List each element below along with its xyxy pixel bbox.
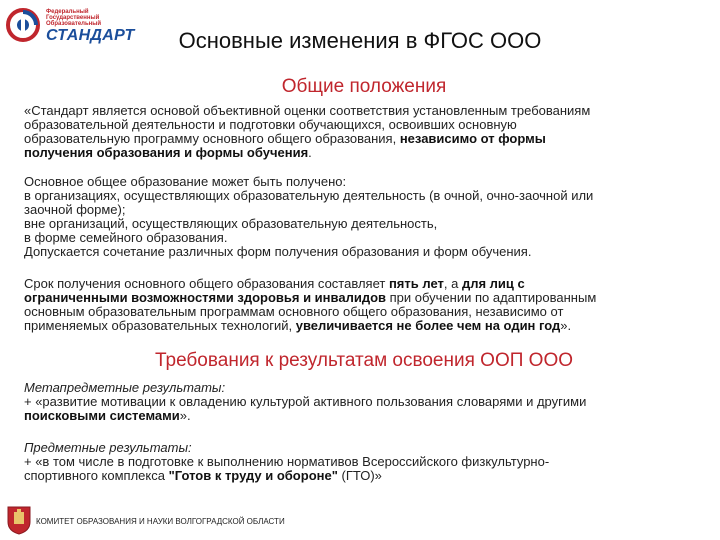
paragraph-metasubject-results: [24, 381, 704, 423]
paragraph-subject-results: [24, 441, 704, 483]
italic-label: Метапредметные результаты:: [24, 380, 226, 395]
text-line: заочной форме);: [24, 202, 126, 217]
text-line: + «в том числе в подготовке к выполнению нормативов Всероссийского физкультурно-: [24, 454, 550, 469]
bold-text: независимо от формы: [399, 131, 546, 146]
text-run: ».: [179, 408, 191, 423]
text-line: Основное общее образование может быть получено:: [24, 174, 347, 189]
text-run: .: [308, 145, 312, 160]
text-line: [24, 291, 704, 305]
text-line: [24, 409, 704, 423]
text-line: [24, 277, 704, 291]
page-title: Основные изменения в ФГОС ООО: [178, 28, 542, 53]
text-run: спортивного комплекса: [24, 468, 169, 483]
text-run: при обучении по адаптированным: [386, 290, 597, 305]
text-line: в организациях, осуществляющих образовательную деятельность (в очной, очно-заочной или: [24, 188, 594, 203]
bold-text: ограниченными возможностями здоровья и инвалидов: [24, 290, 387, 305]
text-line: [24, 381, 704, 395]
text-run: (ГТО)»: [337, 468, 382, 483]
paragraph-education-forms: [24, 175, 704, 259]
logo-small-text: [46, 9, 101, 27]
bold-text: для лиц с: [461, 276, 525, 291]
text-line: [24, 469, 704, 483]
text-line: [24, 319, 704, 333]
fgos-emblem-icon: [6, 8, 40, 42]
text-line: «Стандарт является основой объективной оценки соответствия установленным требованиям: [24, 103, 591, 118]
text-run: образовательную программу основного общего образования,: [24, 131, 400, 146]
section-heading-general: Общие положения: [281, 76, 447, 97]
text-run: Срок получения основного общего образования составляет: [24, 276, 389, 291]
logo-line-3: Образовательный: [46, 21, 102, 27]
section-heading-requirements: Требования к результатам освоения ООП ООО: [154, 350, 574, 371]
text-run: , а: [443, 276, 462, 291]
logo-line-2: Государственный: [46, 15, 100, 21]
logo-line-1: Федеральный: [46, 9, 89, 15]
bold-text: поисковыми системами: [24, 408, 180, 423]
text-run: ».: [560, 318, 572, 333]
text-line: образовательной деятельности и подготовки обучающихся, освоивших основную: [24, 117, 517, 132]
text-line: в форме семейного образования.: [24, 230, 228, 245]
text-line: Допускается сочетание различных форм получения образования и форм обучения.: [24, 244, 532, 259]
text-line: [24, 146, 704, 160]
italic-label: Предметные результаты:: [24, 440, 192, 455]
footer: [6, 505, 406, 535]
bold-text: "Готов к труду и обороне": [168, 468, 338, 483]
bold-text: увеличивается не более чем на один год: [295, 318, 561, 333]
paragraph-standard-basis: [24, 104, 704, 160]
text-line: вне организаций, осуществляющих образовательную деятельность,: [24, 216, 438, 231]
bold-text: пять лет: [388, 276, 444, 291]
paragraph-education-term: [24, 277, 704, 333]
bold-text: получения образования и формы обучения: [24, 145, 309, 160]
fgos-logo: [6, 6, 135, 46]
volgograd-crest-icon: [6, 505, 32, 535]
text-line: основным образовательным программам основного общего образования, независимо от: [24, 304, 564, 319]
text-line: + «развитие мотивации к овладению культурой активного пользования словарями и другими: [24, 394, 587, 409]
text-line: [24, 132, 704, 146]
logo-brand-text: СТАНДАРТ: [46, 27, 135, 44]
text-run: применяемых образовательных технологий,: [24, 318, 296, 333]
footer-organization-text: КОМИТЕТ ОБРАЗОВАНИЯ И НАУКИ ВОЛГОГРАДСКОЙ ОБЛАСТИ: [36, 517, 285, 526]
text-line: [24, 441, 704, 455]
